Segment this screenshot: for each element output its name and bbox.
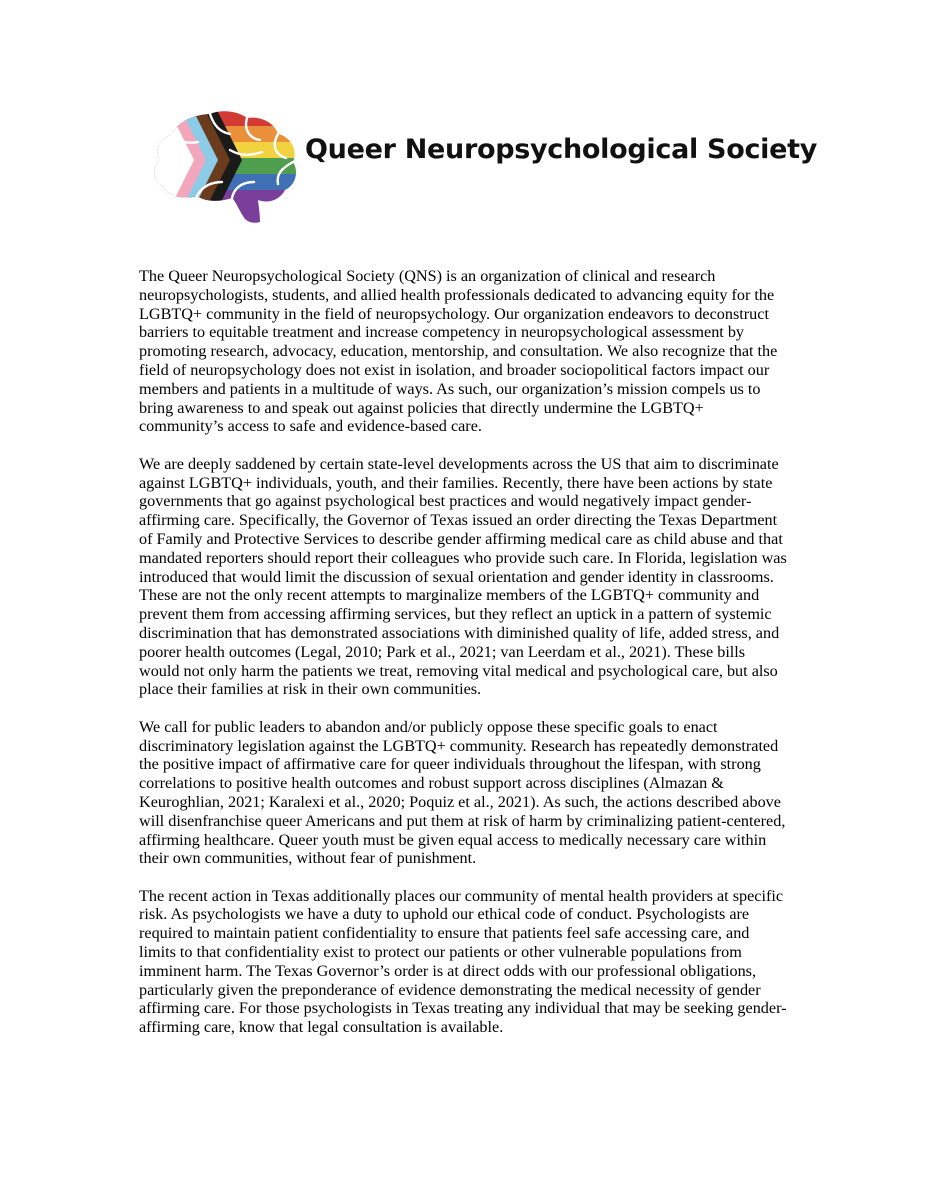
paragraph-call-to-action: We call for public leaders to abandon and/or publicly oppose these specific goals to enact discriminatory legislation against the LGBTQ+ community. Research has repeatedly demonstrated the positive impact of affirmative care for queer individuals throughout the lifespan, with strong correlations to positive health outcomes and robust support across disciplines (Almazan & Keuroghlian, 2021; Karalexi et al., 2020; Poquiz et al., 2021). As such, the actions described above will disenfranchise queer Americans and put them at risk of harm by criminalizing patient-centered, affirming healthcare. Queer youth must be given equal access to medically necessary care within their own communities, without fear of punishment. — [139, 717, 786, 868]
letterhead — [150, 110, 818, 228]
paragraph-mission: The Queer Neuropsychological Society (QNS) is an organization of clinical and research neuropsychologists, students, and allied health professionals dedicated to advancing equity for the LGBTQ+ community in the field of neuropsychology. Our organization endeavors to deconstruct barriers to equitable treatment and increase competency in neuropsychological assessment by promoting research, advocacy, education, mentorship, and consultation. We also recognize that the field of neuropsychology does not exist in isolation, and broader sociopolitical factors impact our members and patients in a multitude of ways. As such, our organization’s mission compels us to bring awareness to and speak out against policies that directly undermine the LGBTQ+ community’s access to safe and evidence-based care. — [139, 267, 778, 436]
rainbow-brain-logo-icon — [150, 110, 300, 228]
organization-name: Queer Neuropsychological Society — [305, 134, 818, 165]
paragraph-state-developments: We are deeply saddened by certain state-level developments across the US that aim to discriminate against LGBTQ+ individuals, youth, and their families. Recently, there have been actions by state governments that go against psychological best practices and would negatively impact gender-affirming care. Specifically, the Governor of Texas issued an order directing the Texas Department of Family and Protective Services to describe gender affirming medical care as child abuse and that mandated reporters should report their colleagues who provide such care. In Florida, legislation was introduced that would limit the discussion of sexual orientation and gender identity in classrooms. These are not the only recent attempts to marginalize members of the LGBTQ+ community and prevent them from accessing affirming services, but they reflect an uptick in a pattern of systemic discrimination that has demonstrated associations with diminished quality of life, added stress, and poorer health outcomes (Legal, 2010; Park et al., 2021; van Leerdam et al., 2021). These bills would not only harm the patients we treat, removing vital medical and psychological care, but also place their families at risk in their own communities. — [139, 454, 787, 699]
statement-body — [139, 267, 789, 1056]
paragraph-texas-providers: The recent action in Texas additionally places our community of mental health providers at specific risk. As psychologists we have a duty to uphold our ethical code of conduct. Psychologists are required to maintain patient confidentiality to ensure that patients feel safe accessing care, and limits to that confidentiality exist to protect our patients or other vulnerable populations from imminent harm. The Texas Governor’s order is at direct odds with our professional obligations, particularly given the preponderance of evidence demonstrating the medical necessity of gender affirming care. For those psychologists in Texas treating any individual that may be seeking gender-affirming care, know that legal consultation is available. — [139, 886, 787, 1037]
